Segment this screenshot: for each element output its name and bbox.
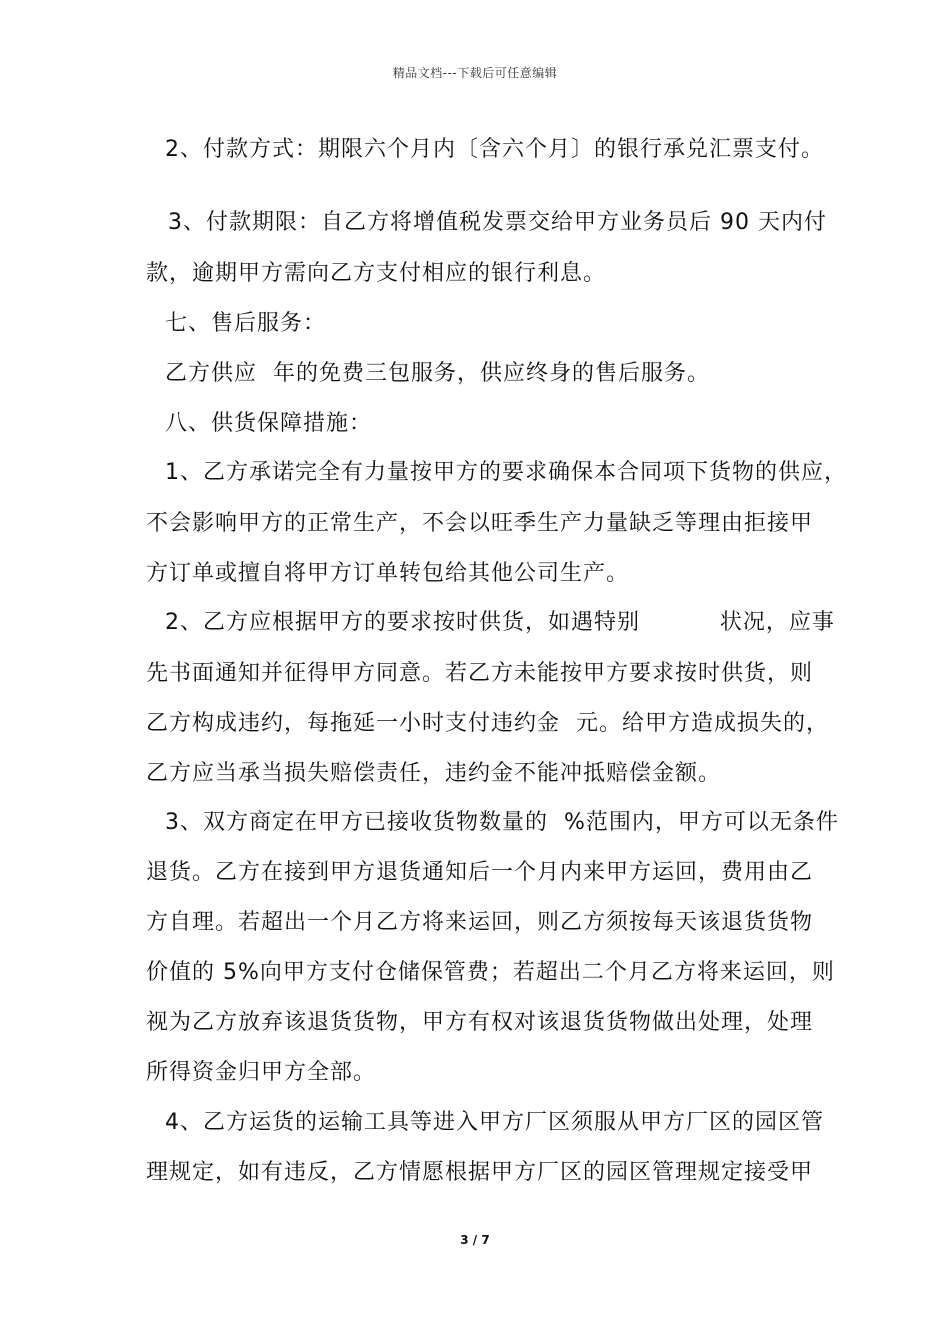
paragraph-line: 乙方供应 年的免费三包服务，供应终身的售后服务。 [165,361,710,386]
paragraph-line: 先书面通知并征得甲方同意。若乙方未能按甲方要求按时供货，则 [146,661,814,686]
paragraph-line: 1、乙方承诺完全有力量按甲方的要求确保本合同项下货物的供应， [165,460,847,485]
paragraph-line: 4、乙方运货的运输工具等进入甲方厂区须服从甲方厂区的园区管 [165,1110,824,1135]
paragraph-line: 价值的 5%向甲方支付仓储保管费；若超出二个月乙方将来运回，则 [146,960,835,985]
paragraph-line: 2、付款方式：期限六个月内〔含六个月〕的银行承兑汇票支付。 [165,137,824,162]
paragraph-line: 退货。乙方在接到甲方退货通知后一个月内来甲方运回，费用由乙 [146,860,814,885]
page-header: 精品文档---下载后可任意编辑 [392,66,558,80]
paragraph-line: 3、付款期限：自乙方将增值税发票交给甲方业务员后 90 天内付 [168,210,827,235]
paragraph-line: 3、双方商定在甲方已接收货物数量的 %范围内，甲方可以无条件 [165,810,839,835]
page-number: 3 / 7 [460,1233,490,1247]
paragraph-line: 2、乙方应根据甲方的要求按时供货，如遇特别 状况，应事 [165,610,835,635]
paragraph-line: 方订单或擅自将甲方订单转包给其他公司生产。 [146,561,630,586]
paragraph-line: 理规定，如有违反，乙方情愿根据甲方厂区的园区管理规定接受甲 [146,1160,814,1185]
paragraph-line: 不会影响甲方的正常生产，不会以旺季生产力量缺乏等理由拒接甲 [146,511,814,536]
paragraph-line: 方自理。若超出一个月乙方将来运回，则乙方须按每天该退货货物 [146,910,814,935]
paragraph-line: 乙方构成违约，每拖延一小时支付违约金 元。给甲方造成损失的， [146,711,829,736]
paragraph-line: 所得资金归甲方全部。 [146,1060,377,1085]
paragraph-line: 乙方应当承当损失赔偿责任，违约金不能冲抵赔偿金额。 [146,761,722,786]
paragraph-line: 款，逾期甲方需向乙方支付相应的银行利息。 [146,261,607,286]
section-heading: 八、供货保障措施： [165,411,373,436]
paragraph-line: 视为乙方放弃该退货货物，甲方有权对该退货货物做出处理，处理 [146,1010,814,1035]
section-heading: 七、售后服务： [165,311,327,336]
